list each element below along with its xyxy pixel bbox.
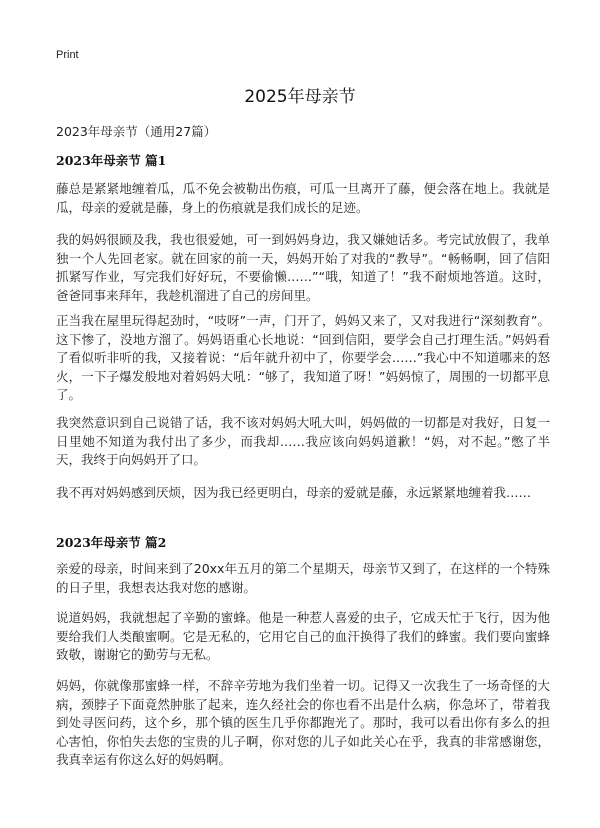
paragraph: 我突然意识到自己说错了话，我不该对妈妈大吼大叫，妈妈做的一切都是对我好，日复一日里她不知道为我付出了多少，而我却……我应该向妈妈道歉！“妈，对不起。”憋了半天，我终于向妈妈开了口。	[56, 415, 550, 467]
paragraph: 妈妈，你就像那蜜蜂一样，不辞辛劳地为我们坐着一切。记得又一次我生了一场奇怪的大病，颈脖子下面竟然肿胀了起来，连久经社会的你也看不出是什么病，你急坏了，带着我到处寻医问药，这个乡，那个镇的医生几乎你都跑光了。那时，我可以看出你有多么的担心害怕，你怕失去您的宝贵的儿子啊，你对您的儿子如此关心在乎，我真的非常感谢您，我真幸运有你这么好的妈妈啊。	[56, 678, 550, 767]
paragraph: 藤总是紧紧地缠着瓜，瓜不免会被勒出伤痕，可瓜一旦离开了藤，便会落在地上。我就是瓜，母亲的爱就是藤，身上的伤痕就是我们成长的足迹。	[56, 181, 550, 215]
section-heading: 2023年母亲节 篇2	[56, 535, 167, 550]
section-heading: 2023年母亲节 篇1	[56, 153, 167, 168]
paragraph: 正当我在屋里玩得起劲时，“吱呀”一声，门开了，妈妈又来了，又对我进行“深刻教育”。这下惨了，没地方溜了。妈妈语重心长地说：“回到信阳，要学会自己打理生活。”妈妈看了看似听非听的我，又接着说：“后年就升初中了，你要学会……”我心中不知道哪来的怒火，一下子爆发般地对着妈妈大吼：“够了，我知道了呀！”妈妈惊了，周围的一切都平息了。	[56, 313, 550, 402]
print-link[interactable]: Print	[56, 49, 79, 61]
page-title: 2025年母亲节	[244, 87, 356, 107]
paragraph: 说道妈妈，我就想起了辛勤的蜜蜂。他是一种惹人喜爱的虫子，它成天忙于飞行，因为他要给我们人类酿蜜啊。它是无私的，它用它自己的血汗换得了我们的蜂蜜。我们要向蜜蜂致敬，谢谢它的勤劳与无私。	[56, 610, 550, 662]
document-subtitle: 2023年母亲节（通用27篇）	[56, 124, 217, 139]
paragraph: 我不再对妈妈感到厌烦，因为我已经更明白，母亲的爱就是藤，永远紧紧地缠着我……	[56, 485, 532, 500]
paragraph: 亲爱的母亲，时间来到了20xx年五月的第二个星期天，母亲节又到了，在这样的一个特殊的日子里，我想表达我对您的感谢。	[56, 561, 550, 595]
paragraph: 我的妈妈很顾及我，我也很爱她，可一到妈妈身边，我又嫌她话多。考完试放假了，我单独一个人先回老家。就在回家的前一天，妈妈开始了对我的“教导”。“畅畅啊，回了信阳抓紧写作业，写完我们好好玩，不要偷懒……”“哦，知道了！”我不耐烦地答道。这时，爸爸同事来拜年，我趁机溜进了自己的房间里。	[56, 232, 550, 303]
